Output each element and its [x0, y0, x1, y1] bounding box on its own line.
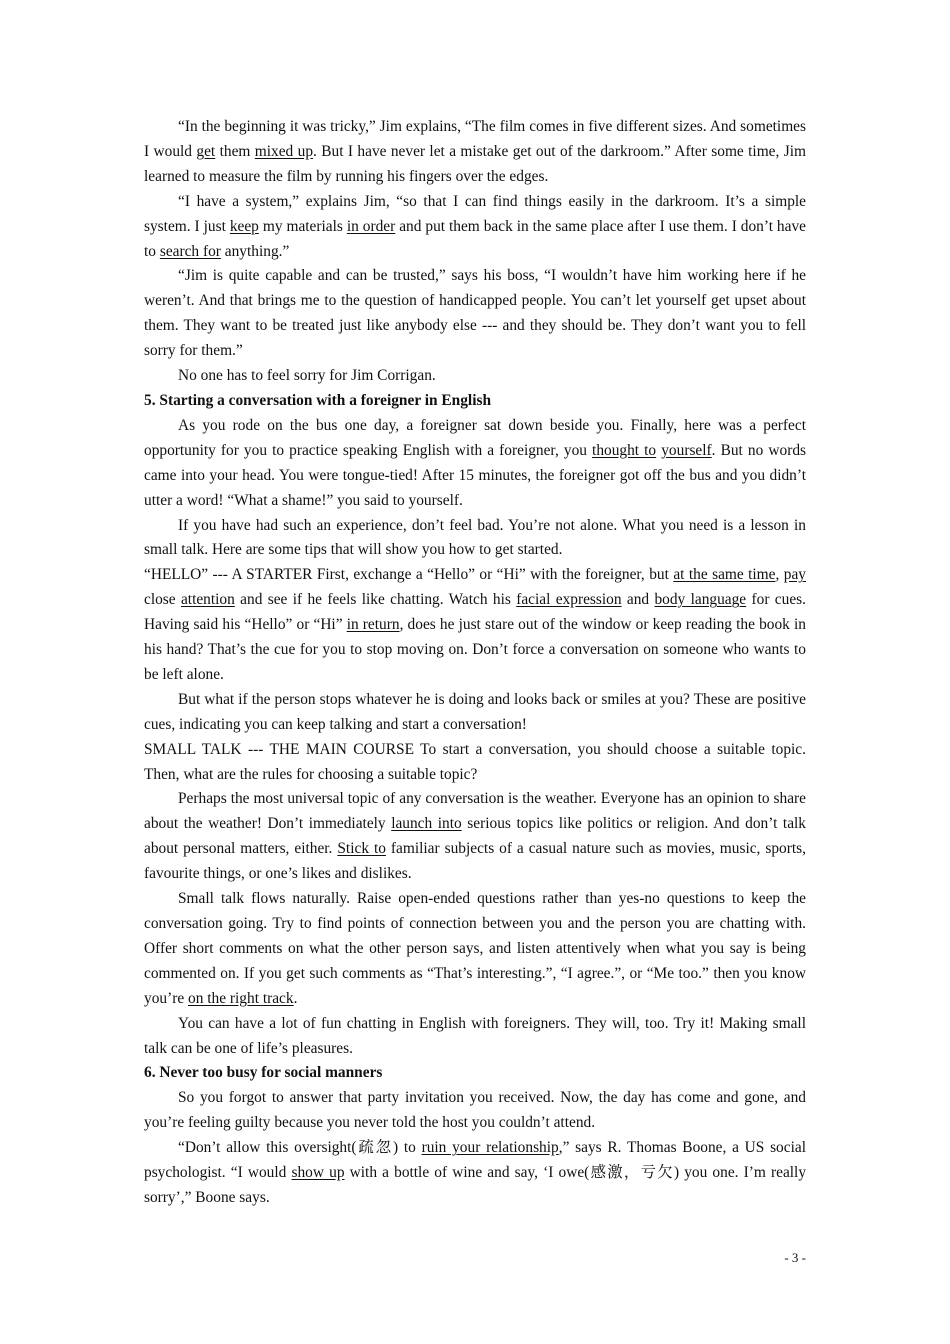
paragraph: But what if the person stops whatever he is doing and looks back or smiles at you? These are positive cues, indicating you can keep talking and start a conversation! [144, 690, 806, 733]
underlined-phrase: show up [291, 1164, 345, 1182]
paragraph: You can have a lot of fun chatting in English with foreigners. They will, too. Try it! Making small talk can be one of life’s pleasures. [144, 1014, 806, 1057]
underlined-phrase: on the right track [188, 989, 294, 1007]
underlined-phrase: launch into [391, 815, 462, 833]
paragraph: SMALL TALK --- THE MAIN COURSE To start a conversation, you should choose a suitable topic. Then, what are the rules for choosing a suitable topic? [144, 740, 806, 783]
paragraph: So you forgot to answer that party invitation you received. Now, the day has come and gone, and you’re feeling guilty because you never told the host you couldn’t attend. [144, 1089, 806, 1132]
underlined-phrase: yourself [661, 441, 712, 459]
paragraph: If you have had such an experience, don’t feel bad. You’re not alone. What you need is a lesson in small talk. Here are some tips that will show you how to get started. [144, 516, 806, 559]
paragraph: Perhaps the most universal topic of any conversation is the weather. Everyone has an opinion to share about the weather! Don’t immediately launch into serious topics like politics or religion. And don’t talk about personal matters, either. Stick to familiar subjects of a casual nature such as movies, music, sports, favourite things, or one’s likes and dislikes. [144, 790, 806, 883]
underlined-phrase: mixed up [254, 142, 314, 160]
underlined-phrase: Stick to [337, 840, 386, 858]
paragraph: As you rode on the bus one day, a foreigner sat down beside you. Finally, here was a perfect opportunity for you to practice speaking English with a foreigner, you thought to yourself. But no words came into your head. You were tongue-tied! After 15 minutes, the foreigner got off the bus and you didn’t utter a word! “What a shame!” you said to yourself. [144, 416, 807, 509]
paragraph: “Don’t allow this oversight(疏忽) to ruin your relationship,” says R. Thomas Boone, a US social psychologist. “I would show up with a bottle of wine and say, ‘I owe(感激，亏欠) you one. I’m really sorry’,” Boone says. [144, 1139, 807, 1206]
paragraph: No one has to feel sorry for Jim Corrigan. [178, 367, 436, 385]
paragraph: “I have a system,” explains Jim, “so that I can find things easily in the darkroom. It’s a simple system. I just keep my materials in order and put them back in the same place after I use them. I don’t have to search for anything.” [144, 192, 806, 260]
underlined-phrase: at the same time [673, 566, 776, 584]
document-body [144, 115, 806, 1211]
section-heading: 5. Starting a conversation with a foreigner in English [144, 391, 492, 409]
underlined-phrase: pay [783, 566, 806, 584]
paragraph: “In the beginning it was tricky,” Jim explains, “The film comes in five different sizes. And sometimes I would get them mixed up. But I have never let a mistake get out of the darkroom.” After some time, Jim learned to measure the film by running his fingers over the edges. [144, 118, 806, 185]
underlined-phrase: ruin your relationship [421, 1139, 559, 1157]
paragraph: Small talk flows naturally. Raise open-ended questions rather than yes-no questions to keep the conversation going. Try to find points of connection between you and the person you are chatting with. Offer short comments on what the other person says, and listen attentively when what you say is being commented on. If you get such comments as “That’s interesting.”, “I agree.”, or “Me too.” then you know you’re on the right track. [144, 890, 806, 1007]
underlined-phrase: get [196, 142, 216, 160]
underlined-phrase: keep [229, 217, 259, 235]
underlined-phrase: in order [346, 217, 396, 235]
underlined-phrase: body language [654, 591, 747, 609]
page-number: - 3 - [784, 1250, 806, 1265]
section-heading: 6. Never too busy for social manners [144, 1064, 383, 1082]
paragraph: “HELLO” --- A STARTER First, exchange a “Hello” or “Hi” with the foreigner, but at the same time, pay close attention and see if he feels like chatting. Watch his facial expression and body language for cues. Having said his “Hello” or “Hi” in return, does he just stare out of the window or keep reading the book in his hand? That’s the cue for you to stop moving on. Don’t force a conversation on someone who wants to be left alone. [144, 566, 806, 683]
underlined-phrase: facial expression [516, 591, 622, 609]
underlined-phrase: in return [346, 616, 400, 634]
underlined-phrase: thought to [592, 441, 657, 459]
underlined-phrase: attention [180, 591, 235, 609]
paragraph: “Jim is quite capable and can be trusted,” says his boss, “I wouldn’t have him working here if he weren’t. And that brings me to the question of handicapped people. You can’t let yourself get upset about them. They want to be treated just like anybody else --- and they should be. They don’t want you to fell sorry for them.” [144, 267, 806, 360]
underlined-phrase: search for [159, 242, 221, 260]
